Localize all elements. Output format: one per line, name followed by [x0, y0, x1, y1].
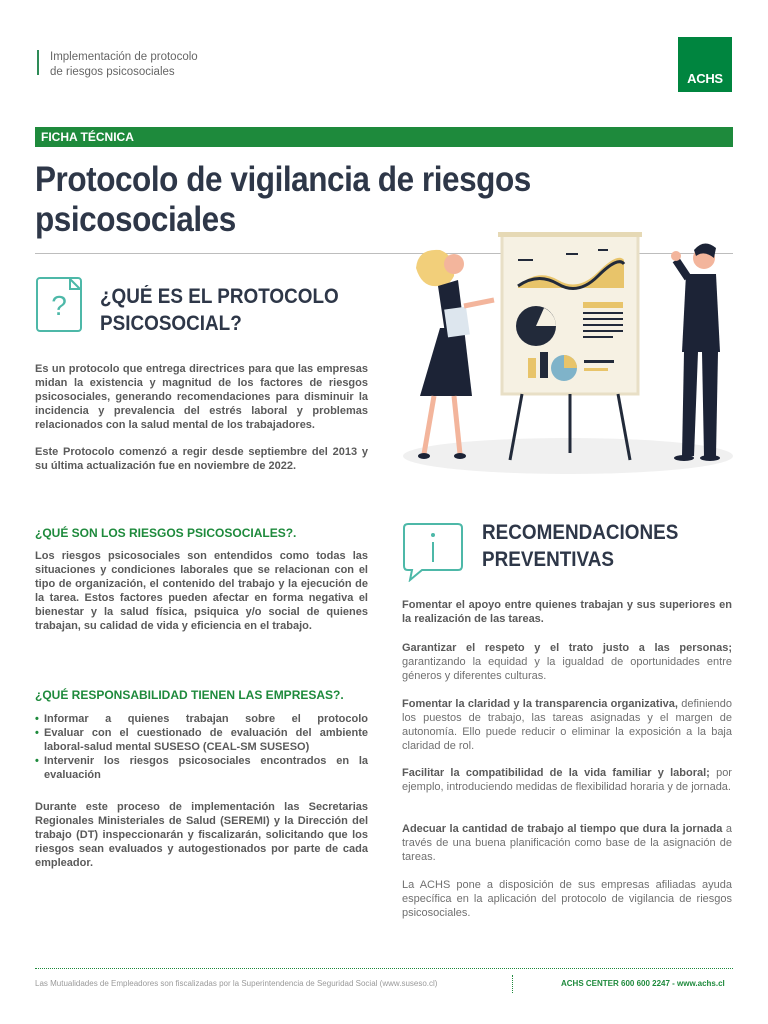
- achs-logo: [678, 37, 732, 92]
- subtitle-line-2: de riesgos psicosociales: [50, 66, 175, 78]
- title-line-1: Protocolo de vigilancia de riesgos: [35, 160, 531, 199]
- responsibilities-list: [35, 712, 368, 782]
- recommendation-text: garantizando la equidad y la igualdad de oportunidades entre géneros y diferentes culturas.: [402, 656, 732, 682]
- section-title-line-2: PREVENTIVAS: [482, 548, 614, 571]
- subtitle-line-1: Implementación de protocolo: [50, 51, 198, 63]
- recommendation-text: definiendo los puestos de trabajo, las tareas asignadas y el margen de autonomía. Ello puede reducir o eliminar la exposición a la baja claridad de rol.: [402, 698, 733, 752]
- document-subtitle: [50, 50, 198, 80]
- protocol-dates: Este Protocolo comenzó a regir desde septiembre del 2013 y su última actualización fue en noviembre de 2022.: [35, 446, 368, 472]
- info-speech-bubble-icon: [402, 522, 464, 582]
- title-line-2: psicosociales: [35, 200, 236, 239]
- recommendation-item: [402, 697, 732, 753]
- recommendation-item: [402, 598, 732, 626]
- recommendation-bold: Fomentar el apoyo entre quienes trabajan y sus superiores en la realización de las tareas.: [402, 599, 732, 625]
- recommendation-text: a través de una buena planificación como base de la asignación de tareas.: [402, 823, 732, 863]
- list-item: • Informar a quienes trabajan sobre el protocolo: [35, 712, 368, 726]
- recommendation-bold: Garantizar el respeto y el trato justo a las personas;: [402, 642, 732, 654]
- footer-separator: [512, 975, 513, 993]
- section-title-line-1: ¿QUÉ ES EL PROTOCOLO: [100, 285, 339, 308]
- recommendation-bold: Facilitar la compatibilidad de la vida familiar y laboral;: [402, 767, 710, 779]
- section-title-responsabilidad: ¿QUÉ RESPONSABILIDAD TIENEN LAS EMPRESAS?.: [35, 688, 344, 702]
- recommendation-item: [402, 766, 732, 794]
- footer-divider: [35, 968, 733, 969]
- list-item: • Intervenir los riesgos psicosociales encontrados en la evaluación: [35, 754, 368, 782]
- ficha-tecnica-band: FICHA TÉCNICA: [35, 127, 733, 147]
- header-accent-line: [37, 50, 39, 75]
- achs-support-note: [402, 878, 732, 920]
- recommendation-text: La ACHS pone a disposición de sus empresas afiliadas ayuda específica en la aplicación del protocolo de vigilancia de riesgos psicosociales.: [402, 879, 732, 919]
- svg-text:?: ?: [51, 290, 67, 321]
- section-title-line-2: PSICOSOCIAL?: [100, 312, 242, 335]
- riesgos-description: Los riesgos psicosociales son entendidos como todas las situaciones y condiciones laborales que se relacionan con el tipo de organización, el contenido del trabajo y la ejecución de la tarea. Estos factores pueden afectar en forma negativa el bienestar y la salud física, psiquica y/o social de quienes trabajan, su calidad de vida y eficiencia en el trabajo.: [35, 550, 368, 632]
- recommendation-bold: Fomentar la claridad y la transparencia organizativa,: [402, 698, 678, 710]
- footer-contact: ACHS CENTER 600 600 2247 - www.achs.cl: [561, 979, 725, 988]
- section-title-recomendaciones: [482, 519, 678, 573]
- footer-disclaimer: Las Mutualidades de Empleadores son fiscalizadas por la Superintendencia de Seguridad Social (www.suseso.cl): [35, 979, 438, 988]
- recommendation-bold: Adecuar la cantidad de trabajo al tiempo que dura la jornada: [402, 823, 723, 835]
- logo-text: ACHS: [687, 71, 723, 86]
- presentation-illustration: [398, 228, 738, 476]
- implementation-description: Durante este proceso de implementación las Secretarias Regionales Ministeriales de Salud (SEREMI) y la Dirección del trabajo (DT) inspeccionarán y fiscalizarán, solicitando que los riesgos sean evaluados y autogestionados por parte de cada empleador.: [35, 801, 368, 869]
- section-title-protocolo: [100, 283, 339, 337]
- protocol-description: Es un protocolo que entrega directrices para que las empresas midan la existencia y magnitud de los factores de riesgos psicosociales, generando recomendaciones para disminuir la incidencia y prevalencia del estrés laboral y problemas relacionados con la salud mental de los trabajadores.: [35, 363, 368, 431]
- section-title-riesgos: ¿QUÉ SON LOS RIESGOS PSICOSOCIALES?.: [35, 526, 297, 540]
- recommendation-text: por ejemplo, introduciendo medidas de flexibilidad horaria y de jornada.: [402, 767, 732, 793]
- list-item: • Evaluar con el cuestionado de evaluación del ambiente laboral-salud mental SUSESO (CEAL-SM SUSESO): [35, 726, 368, 754]
- section-title-line-1: RECOMENDACIONES: [482, 521, 679, 544]
- recommendation-item: [402, 822, 732, 864]
- recommendation-item: [402, 641, 732, 683]
- question-document-icon: [36, 277, 82, 332]
